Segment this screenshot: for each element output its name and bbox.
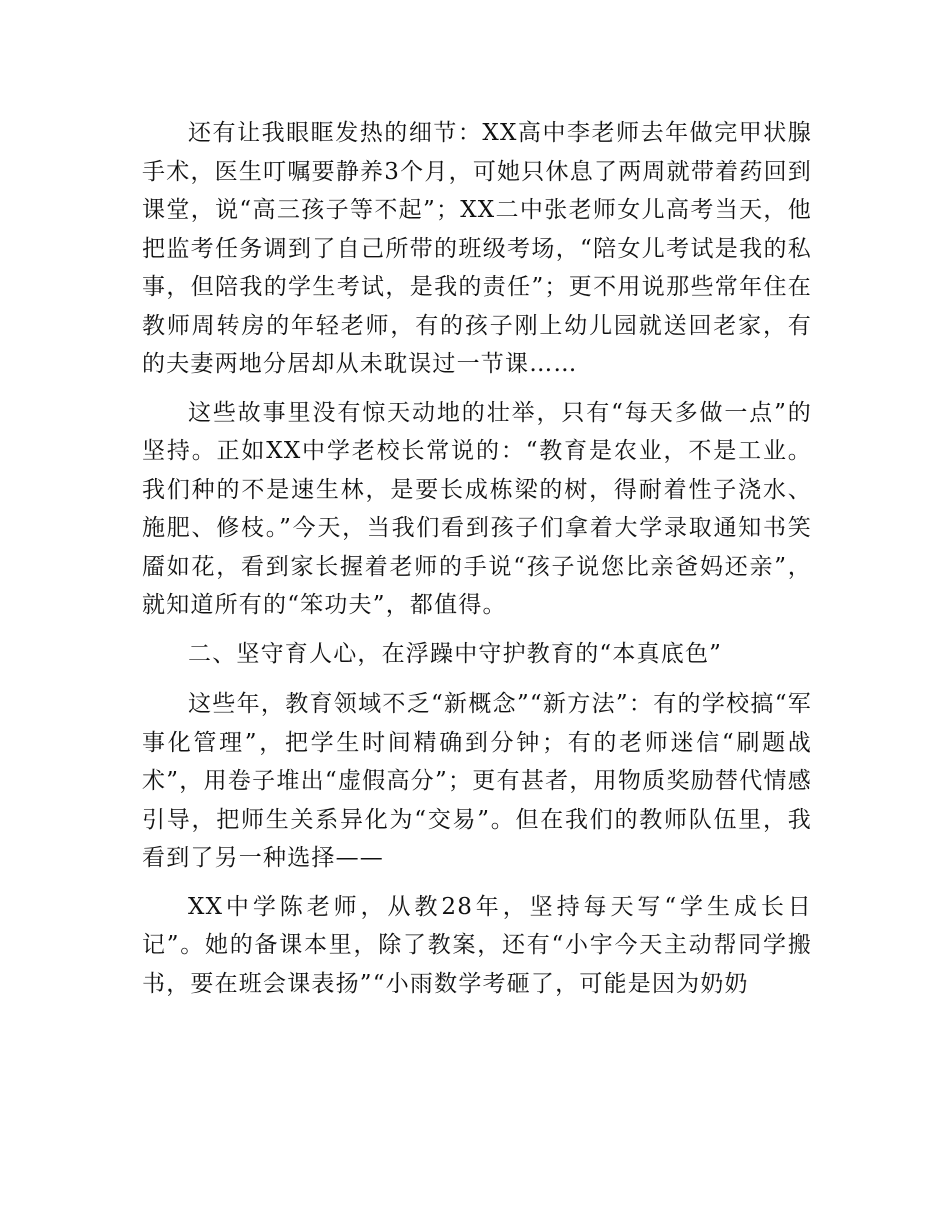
document-body	[142, 114, 812, 1013]
section-heading: 二、坚守育人心，在浮躁中守护教育的“本真底色”	[188, 640, 723, 667]
paragraph-education-trends: 这些年，教育领域不乏“新概念”“新方法”：有的学校搞“军事化管理”，把学生时间精确到分钟；有的老师迷信“刷题战术”，用卷子堆出“虚假高分”；更有甚者，用物质奖励替代情感引导，把师生关系异化为“交易”。但在我们的教师队伍里，我看到了另一种选择——	[142, 691, 812, 871]
paragraph-teacher-details: 还有让我眼眶发热的细节：XX高中李老师去年做完甲状腺手术，医生叮嘱要静养3个月，可她只休息了两周就带着药回到课堂，说“高三孩子等不起”；XX二中张老师女儿高考当天，他把监考任务调到了自己所带的班级考场，“陪女儿考试是我的私事，但陪我的学生考试，是我的责任”；更不用说那些常年住在教师周转房的年轻老师，有的孩子刚上幼儿园就送回老家，有的夫妻两地分居却从未耽误过一节课……	[142, 120, 812, 377]
paragraph-stories-persistence: 这些故事里没有惊天动地的壮举，只有“每天多做一点”的坚持。正如XX中学老校长常说的：“教育是农业，不是工业。我们种的不是速生林，是要长成栋梁的树，得耐着性子浇水、施肥、修枝。”今天，当我们看到孩子们拿着大学录取通知书笑靥如花，看到家长握着老师的手说“孩子说您比亲爸妈还亲”，就知道所有的“笨功夫”，都值得。	[142, 399, 812, 618]
paragraph-teacher-chen: XX中学陈老师，从教28年，坚持每天写“学生成长日记”。她的备课本里，除了教案，还有“小宇今天主动帮同学搬书，要在班会课表扬”“小雨数学考砸了，可能是因为奶奶	[142, 893, 812, 997]
